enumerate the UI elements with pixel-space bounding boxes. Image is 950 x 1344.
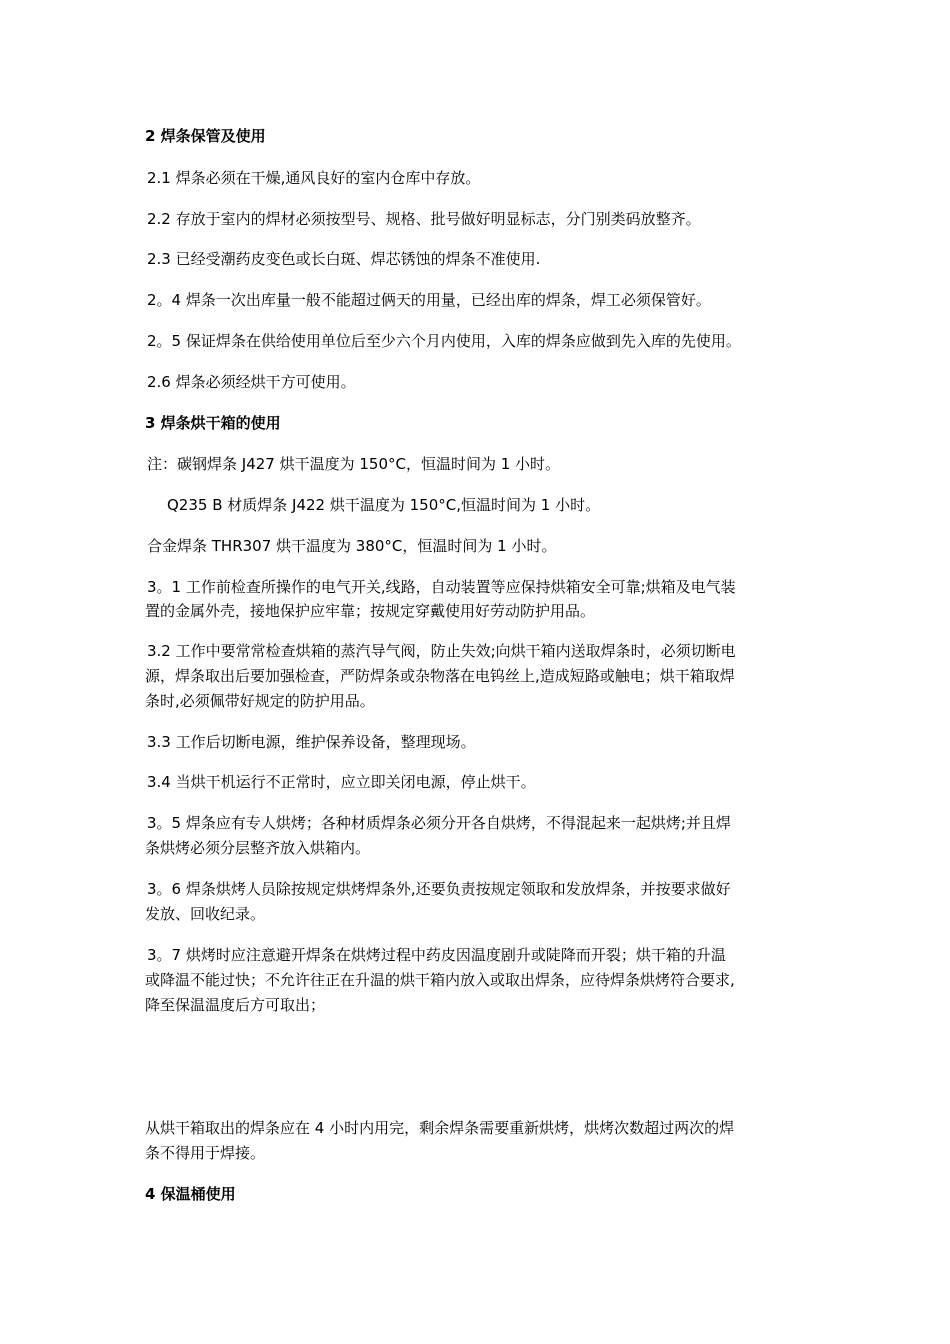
item-3-1-line1: 3。1 工作前检查所操作的电气开关,线路，自动装置等应保持烘箱安全可靠;烘箱及电气装 [147,578,736,596]
section-3-heading: 3 焊条烘干箱的使用 [145,414,281,432]
item-2-4: 2。4 焊条一次出库量一般不能超过俩天的用量，已经出库的焊条，焊工必须保管好。 [147,291,711,309]
note-carbon-steel: 注：碳钢焊条 J427 烘干温度为 150°C，恒温时间为 1 小时。 [147,455,561,473]
item-3-5-line1: 3。5 焊条应有专人烘烤；各种材质焊条必须分开各自烘烤，不得混起来一起烘烤;并且焊 [147,814,731,832]
item-3-2-line3: 条时,必须佩带好规定的防护用品。 [145,692,375,710]
item-3-3: 3.3 工作后切断电源，维护保养设备，整理现场。 [147,733,476,751]
item-3-6-line1: 3。6 焊条烘烤人员除按规定烘烤焊条外,还要负责按规定领取和发放焊条，并按要求做好 [147,880,731,898]
item-2-3: 2.3 已经受潮药皮变色或长白斑、焊芯锈蚀的焊条不准使用. [147,250,541,268]
item-2-5: 2。5 保证焊条在供给使用单位后至少六个月内使用，入库的焊条应做到先入库的先使用。 [147,332,741,350]
note-q235b: Q235 B 材质焊条 J422 烘干温度为 150°C,恒温时间为 1 小时。 [167,496,601,514]
item-3-7-line2: 或降温不能过快；不允许往正在升温的烘干箱内放入或取出焊条，应待焊条烘烤符合要求, [145,971,735,989]
item-3-5-line2: 条烘烤必须分层整齐放入烘箱内。 [145,839,371,857]
item-3-1-line2: 置的金属外壳，接地保护应牢靠；按规定穿戴使用好劳动防护用品。 [145,602,596,620]
section-4-heading: 4 保温桶使用 [145,1185,236,1203]
item-2-6: 2.6 焊条必须经烘干方可使用。 [147,373,356,391]
item-3-4: 3.4 当烘干机运行不正常时，应立即关闭电源，停止烘干。 [147,773,536,791]
item-2-1: 2.1 焊条必须在干燥,通风良好的室内仓库中存放。 [147,169,481,187]
item-3-7-line3: 降至保温温度后方可取出； [145,996,326,1014]
item-3-7-line1: 3。7 烘烤时应注意避开焊条在烘烤过程中药皮因温度剧升或陡降而开裂；烘干箱的升温 [147,946,726,964]
closing-note-line2: 条不得用于焊接。 [145,1144,266,1162]
item-3-6-line2: 发放、回收纪录。 [145,905,266,923]
note-alloy: 合金焊条 THR307 烘干温度为 380°C，恒温时间为 1 小时。 [147,537,557,555]
item-3-2-line1: 3.2 工作中要常常检查烘箱的蒸汽导气阀，防止失效;向烘干箱内送取焊条时，必须切断电 [147,642,736,660]
section-2-heading: 2 焊条保管及使用 [145,127,266,145]
closing-note-line1: 从烘干箱取出的焊条应在 4 小时内用完，剩余焊条需要重新烘烤，烘烤次数超过两次的焊 [145,1119,735,1137]
item-3-2-line2: 源，焊条取出后要加强检查，严防焊条或杂物落在电钨丝上,造成短路或触电；烘干箱取焊 [145,667,735,685]
item-2-2: 2.2 存放于室内的焊材必须按型号、规格、批号做好明显标志，分门别类码放整齐。 [147,210,701,228]
